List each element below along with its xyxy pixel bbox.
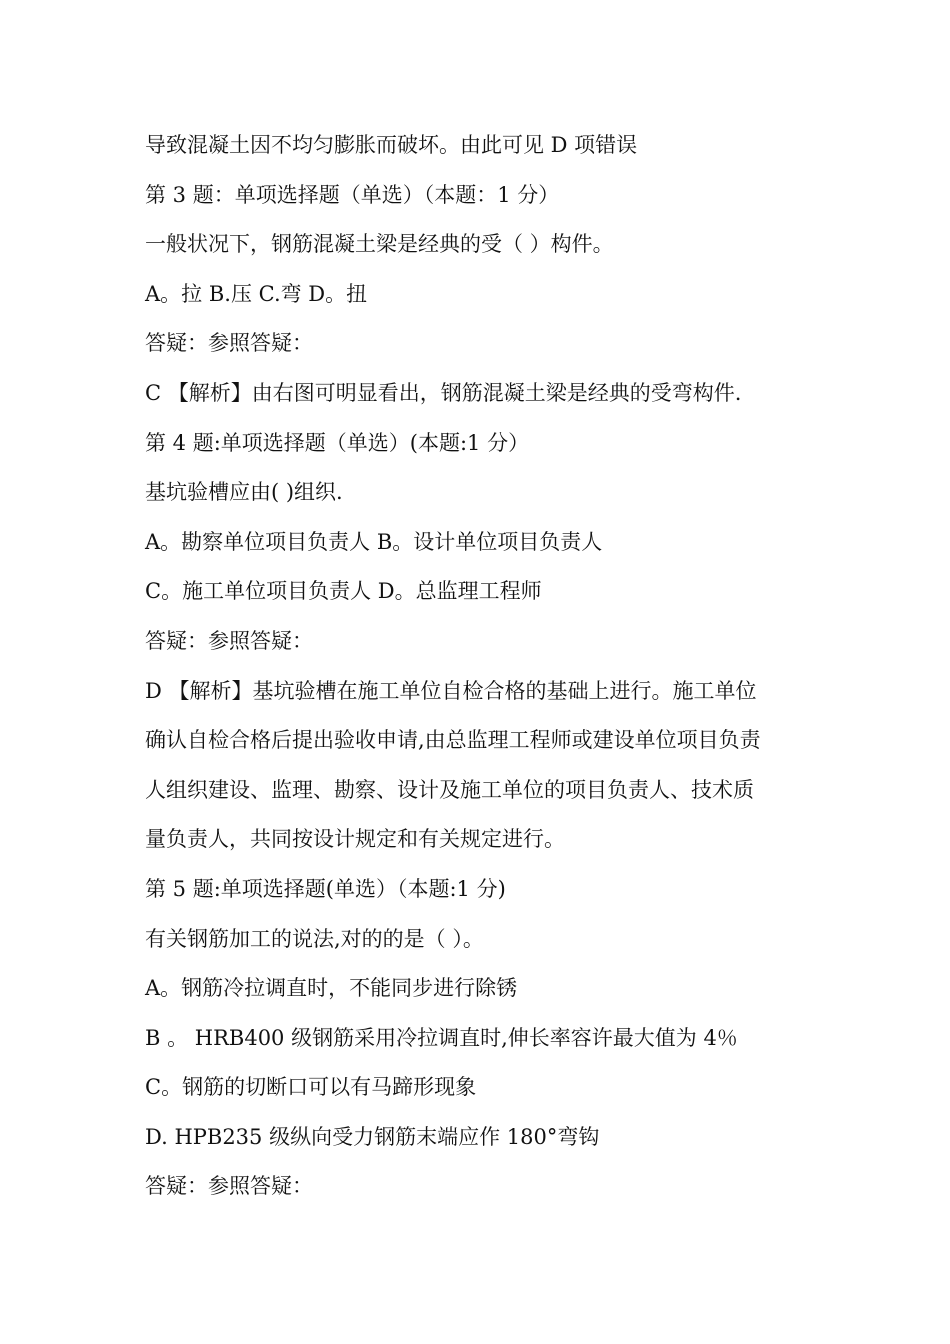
explanation-text: 人组织建设、监理、勘察、设计及施工单位的项目负责人、技术质 [145, 777, 754, 802]
question-heading: 第 5 题:单项选择题(单选）（本题:1 分) [145, 876, 506, 901]
answer-options: A。勘察单位项目负责人 B。设计单位项目负责人 [145, 529, 603, 554]
answer-label: 答疑：参照答疑： [145, 628, 313, 653]
question-text: 有关钢筋加工的说法,对的的是（ ）。 [145, 926, 484, 951]
answer-label: 答疑：参照答疑： [145, 1174, 313, 1199]
answer-options: A。拉 B.压 C.弯 D。扭 [145, 281, 368, 306]
explanation-text: 确认自检合格后提出验收申请,由总监理工程师或建设单位项目负责 [145, 728, 761, 753]
question-heading: 第 3 题：单项选择题（单选）（本题：1 分） [145, 182, 560, 207]
answer-option: A。钢筋冷拉调直时，不能同步进行除锈 [145, 976, 518, 1001]
document-body [145, 131, 810, 1222]
answer-option: D. HPB235 级纵向受力钢筋末端应作 180°弯钩 [145, 1124, 600, 1149]
explanation-text: 量负责人，共同按设计规定和有关规定进行。 [145, 827, 565, 852]
question-text: 一般状况下，钢筋混凝土梁是经典的受（ ）构件。 [145, 232, 614, 257]
answer-option: B 。 HRB400 级钢筋采用冷拉调直时,伸长率容许最大值为 4％ [145, 1025, 738, 1050]
explanation-text: C 【解析】由右图可明显看出，钢筋混凝土梁是经典的受弯构件. [145, 380, 742, 405]
answer-options: C。施工单位项目负责人 D。总监理工程师 [145, 579, 542, 604]
answer-option: C。钢筋的切断口可以有马蹄形现象 [145, 1075, 477, 1100]
question-heading: 第 4 题:单项选择题（单选）(本题:1 分） [145, 430, 530, 455]
question-text: 基坑验槽应由( )组织. [145, 480, 343, 505]
explanation-text: D 【解析】基坑验槽在施工单位自检合格的基础上进行。施工单位 [145, 678, 757, 703]
text-line: 导致混凝土因不均匀膨胀而破坏。由此可见 D 项错误 [145, 133, 638, 157]
answer-label: 答疑：参照答疑： [145, 331, 313, 356]
